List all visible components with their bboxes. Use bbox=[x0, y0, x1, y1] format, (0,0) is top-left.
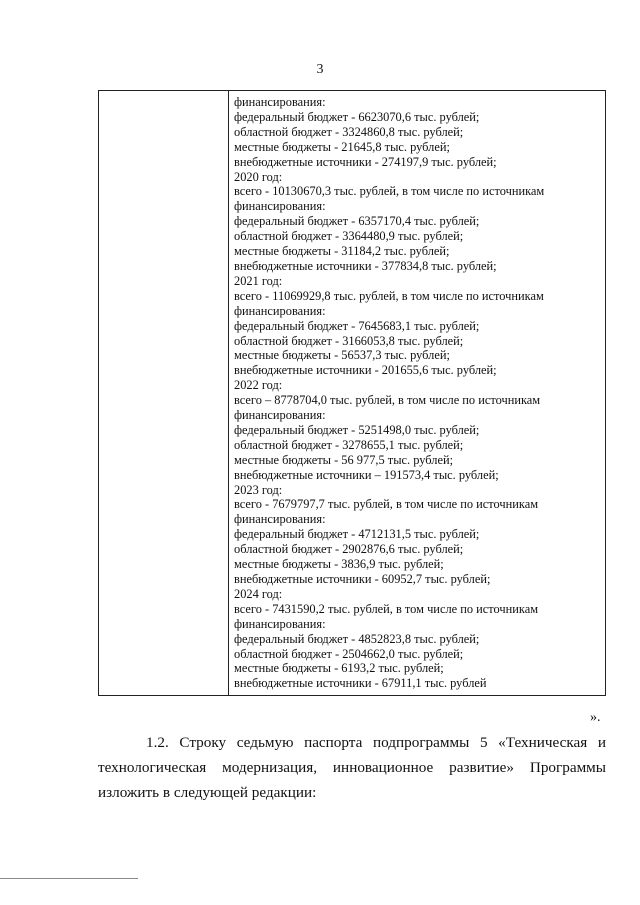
page-number: 3 bbox=[316, 62, 324, 77]
table-column-divider bbox=[228, 91, 229, 695]
funding-line: финансирования: bbox=[234, 95, 326, 109]
funding-line: всего - 7679797,7 тыс. рублей, в том числе по источникам bbox=[234, 497, 539, 512]
funding-line: 2024 год: bbox=[234, 586, 283, 601]
funding-line: всего - 7431590,2 тыс. рублей, в том числе по источникам bbox=[234, 601, 539, 616]
amendment-paragraph: 1.2. Строку седьмую паспорта подпрограммы 5 «Техническая и технологическая модернизация, инновационное развитие» Программы изложить в следующей редакции: bbox=[98, 734, 606, 801]
funding-line: федеральный бюджет - 5251498,0 тыс. рублей; bbox=[234, 422, 480, 437]
funding-line: финансирования: bbox=[234, 303, 326, 318]
closing-quote: ». bbox=[590, 710, 601, 725]
funding-line: 2021 год: bbox=[234, 273, 283, 288]
funding-line: местные бюджеты - 56537,3 тыс. рублей; bbox=[234, 348, 450, 363]
funding-line: финансирования: bbox=[234, 616, 326, 631]
footnote-rule bbox=[0, 878, 138, 879]
funding-line: 2023 год: bbox=[234, 482, 283, 497]
funding-line: внебюджетные источники – 191573,4 тыс. рублей; bbox=[234, 467, 499, 482]
funding-line: федеральный бюджет - 4712131,5 тыс. рублей; bbox=[234, 527, 480, 542]
funding-line: областной бюджет - 3278655,1 тыс. рублей; bbox=[234, 437, 464, 452]
funding-line: 2020 год: bbox=[234, 169, 283, 184]
funding-line: всего - 11069929,8 тыс. рублей, в том числе по источникам bbox=[234, 288, 544, 303]
funding-line: финансирования: bbox=[234, 408, 326, 423]
funding-line: местные бюджеты - 3836,9 тыс. рублей; bbox=[234, 557, 444, 572]
funding-line: областной бюджет - 3324860,8 тыс. рублей; bbox=[234, 124, 464, 139]
funding-line: всего - 10130670,3 тыс. рублей, в том числе по источникам bbox=[234, 184, 545, 199]
funding-line: областной бюджет - 2902876,6 тыс. рублей; bbox=[234, 542, 464, 557]
funding-line: областной бюджет - 2504662,0 тыс. рублей; bbox=[234, 646, 464, 661]
funding-line: 2022 год: bbox=[234, 378, 283, 393]
funding-line: внебюджетные источники - 274197,9 тыс. рублей; bbox=[234, 154, 497, 169]
funding-line: внебюджетные источники - 201655,6 тыс. рублей; bbox=[234, 363, 497, 378]
funding-line: всего – 8778704,0 тыс. рублей, в том числе по источникам bbox=[234, 393, 541, 408]
funding-line: областной бюджет - 3364480,9 тыс. рублей; bbox=[234, 229, 464, 244]
funding-line: местные бюджеты - 21645,8 тыс. рублей; bbox=[234, 139, 450, 154]
funding-line: внебюджетные источники - 377834,8 тыс. рублей; bbox=[234, 258, 497, 273]
funding-line: внебюджетные источники - 67911,1 тыс. рублей bbox=[234, 676, 487, 691]
funding-line: местные бюджеты - 31184,2 тыс. рублей; bbox=[234, 244, 450, 259]
funding-line: финансирования: bbox=[234, 512, 326, 527]
funding-line: областной бюджет - 3166053,8 тыс. рублей; bbox=[234, 333, 464, 348]
funding-lines bbox=[234, 95, 601, 691]
funding-line: федеральный бюджет - 7645683,1 тыс. рублей; bbox=[234, 318, 480, 333]
funding-line: местные бюджеты - 56 977,5 тыс. рублей; bbox=[234, 452, 454, 467]
funding-line: федеральный бюджет - 6623070,6 тыс. рублей; bbox=[234, 109, 480, 124]
funding-line: федеральный бюджет - 4852823,8 тыс. рублей; bbox=[234, 631, 480, 646]
funding-line: внебюджетные источники - 60952,7 тыс. рублей; bbox=[234, 572, 491, 586]
program-passport-table bbox=[98, 90, 606, 696]
funding-line: местные бюджеты - 6193,2 тыс. рублей; bbox=[234, 661, 444, 676]
funding-line: финансирования: bbox=[234, 199, 326, 214]
funding-line: федеральный бюджет - 6357170,4 тыс. рублей; bbox=[234, 214, 480, 229]
